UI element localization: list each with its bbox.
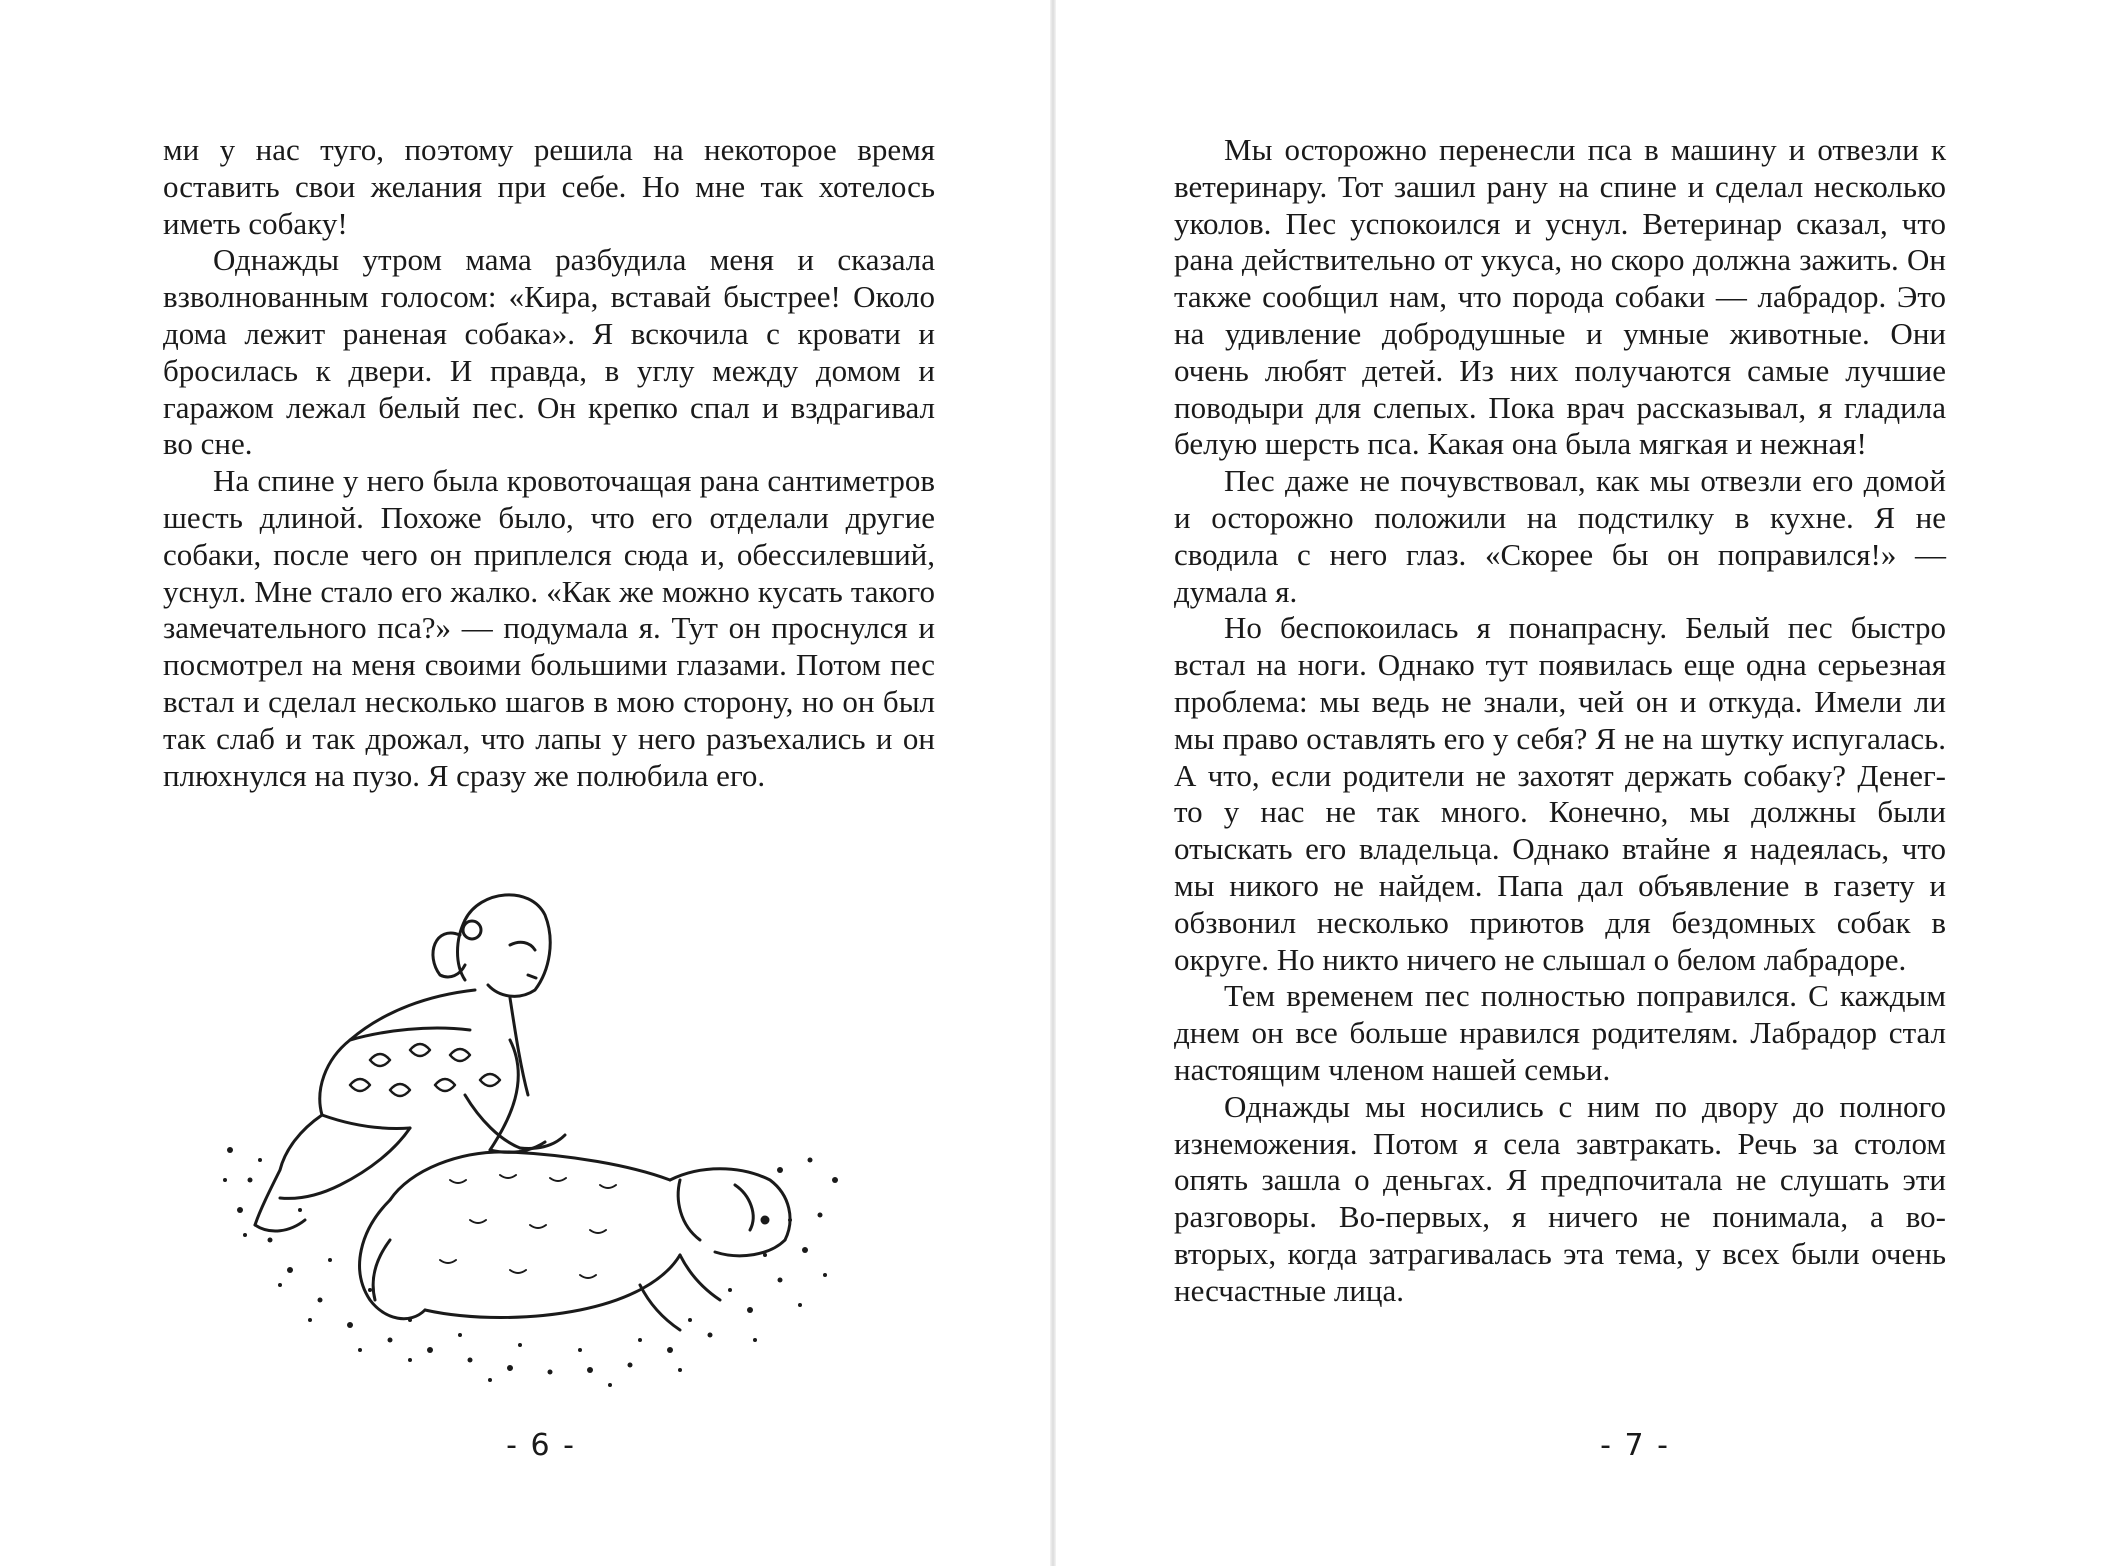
paragraph: Но беспокоилась я понапрасну. Белый пес быстро встал на ноги. Однако тут появилась еще одна серьезная проблема: мы ведь не знали, чей он и откуда. Имели ли мы право оставлять его у себя? Я не на шутку испугалась. А что, если родители не захотят держать собаку? Денег-то у нас не так много. Конечно, мы должны были отыскать его владельца. Однако втайне я надеялась, что мы никого не найдем. Папа дал объявление в газету и обзвонил несколько приютов для бездомных собак в округе. Но никто ничего не слышал о белом лабрадоре. <box>1174 610 1946 977</box>
right-page <box>1053 0 2106 1566</box>
paragraph: Тем временем пес полностью поправился. С каждым днем он все больше нравился родителям. Лабрадор стал настоящим членом нашей семьи. <box>1174 978 1946 1087</box>
paragraph: Однажды мы носились с ним по двору до полного изнеможения. Потом я села завтракать. Речь за столом опять зашла о деньгах. Я предпочитала не слушать эти разговоры. Во-первых, я ничего не понимала, а во-вторых, когда затрагивалась эта тема, у всех были очень несчастные лица. <box>1174 1088 1946 1308</box>
paragraph: Мы осторожно перенесли пса в машину и отвезли к ветеринару. Тот зашил рану на спине и сделал несколько уколов. Пес успокоился и уснул. Ветеринар сказал, что рана действительно от укуса, но скоро должна зажить. Он также сообщил нам, что порода собаки — лабрадор. Это на удивление добродушные и умные животные. Они очень любят детей. Из них получаются самые лучшие поводыри для слепых. Пока врач рассказывал, я гладила белую шерсть пса. Какая она была мягкая и нежная! <box>1174 132 1946 462</box>
paragraph: ми у нас туго, поэтому решила на некоторое время оставить свои желания при себе. Но мне так хотелось иметь собаку! <box>163 132 935 241</box>
right-page-text <box>1174 132 1946 1310</box>
page-number: - 6 - <box>506 1428 576 1463</box>
paragraph: На спине у него была кровоточащая рана сантиметров шесть длиной. Похоже было, что его отделали другие собаки, после чего он приплелся сюда и, обессилевший, уснул. Мне стало его жалко. «Как же можно кусать такого замечательного пса?» — подумала я. Тут он проснулся и посмотрел на меня своими большими глазами. Потом пес встал и сделал несколько шагов в мою сторону, но он был так слаб и так дрожал, что лапы у него разъехались и он плюхнулся на пузо. Я сразу же полюбила его. <box>163 463 935 793</box>
paragraph: Пес даже не почувствовал, как мы отвезли его домой и осторожно положили на подстилку в кухне. Я не сводила с него глаз. «Скорее бы он поправился!» — думала я. <box>1174 463 1946 609</box>
ground-texture <box>223 1147 838 1387</box>
paragraph: Однажды утром мама разбудила меня и сказала взволнованным голосом: «Кира, вставай быстрее! Около дома лежит раненая собака». Я вскочила с кровати и бросилась к двери. И правда, в углу между домом и гаражом лежал белый пес. Он крепко спал и вздрагивал во сне. <box>163 242 935 462</box>
girl-petting-dog-illustration <box>210 880 870 1390</box>
left-page-text <box>163 132 935 794</box>
page-number: - 7 - <box>1600 1428 1670 1463</box>
